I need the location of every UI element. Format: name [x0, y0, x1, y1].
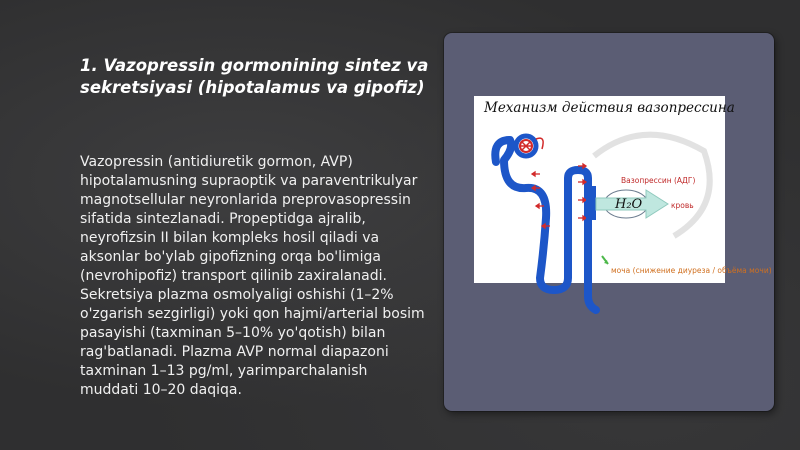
- glomerulus-icon: [516, 136, 543, 156]
- hormone-label: Вазопрессин (АДГ): [621, 176, 696, 185]
- slide-body-text: Vazopressin (antidiuretik gormon, AVP) hipotalamusning supraoptik va paraventrikulyar magnotsellular neyronlarida preprovasopressin sifatida sintezlanadi. Propeptidga ajralib, neyrofizsin II bilan kompleks hosil qiladi va aksonlar bo'ylab gipofizning orqa bo'limiga (nevrohipofiz) transport qilinib zaxiralanadi. Sekretsiya plazma osmolyaligi oshishi (1–2% o'zgarish sezgirligi) yoki qon hajmi/arterial bosim pasayishi (taxminan 5–10% yo'qotish) bilan rag'batlanadi. Plazma AVP normal diapazoni taxminan 1–13 pg/ml, yarimparchalanish muddati 10–20 daqiqa.: [80, 154, 425, 398]
- urine-label: моча (снижение диуреза / объёма мочи): [611, 266, 772, 275]
- slide-title: 1. Vazopressin gormonining sintez va sekretsiyasi (hipotalamus va gipofiz): [80, 56, 429, 97]
- cell-outline: [594, 135, 710, 236]
- water-label: H₂O: [615, 197, 643, 212]
- blood-label: кровь: [671, 201, 694, 210]
- nephron-illustration: [474, 96, 725, 283]
- duct-wall: [586, 186, 596, 220]
- vasopressin-diagram: [474, 96, 772, 283]
- diagram-title: Механизм действия вазопрессина: [484, 100, 735, 116]
